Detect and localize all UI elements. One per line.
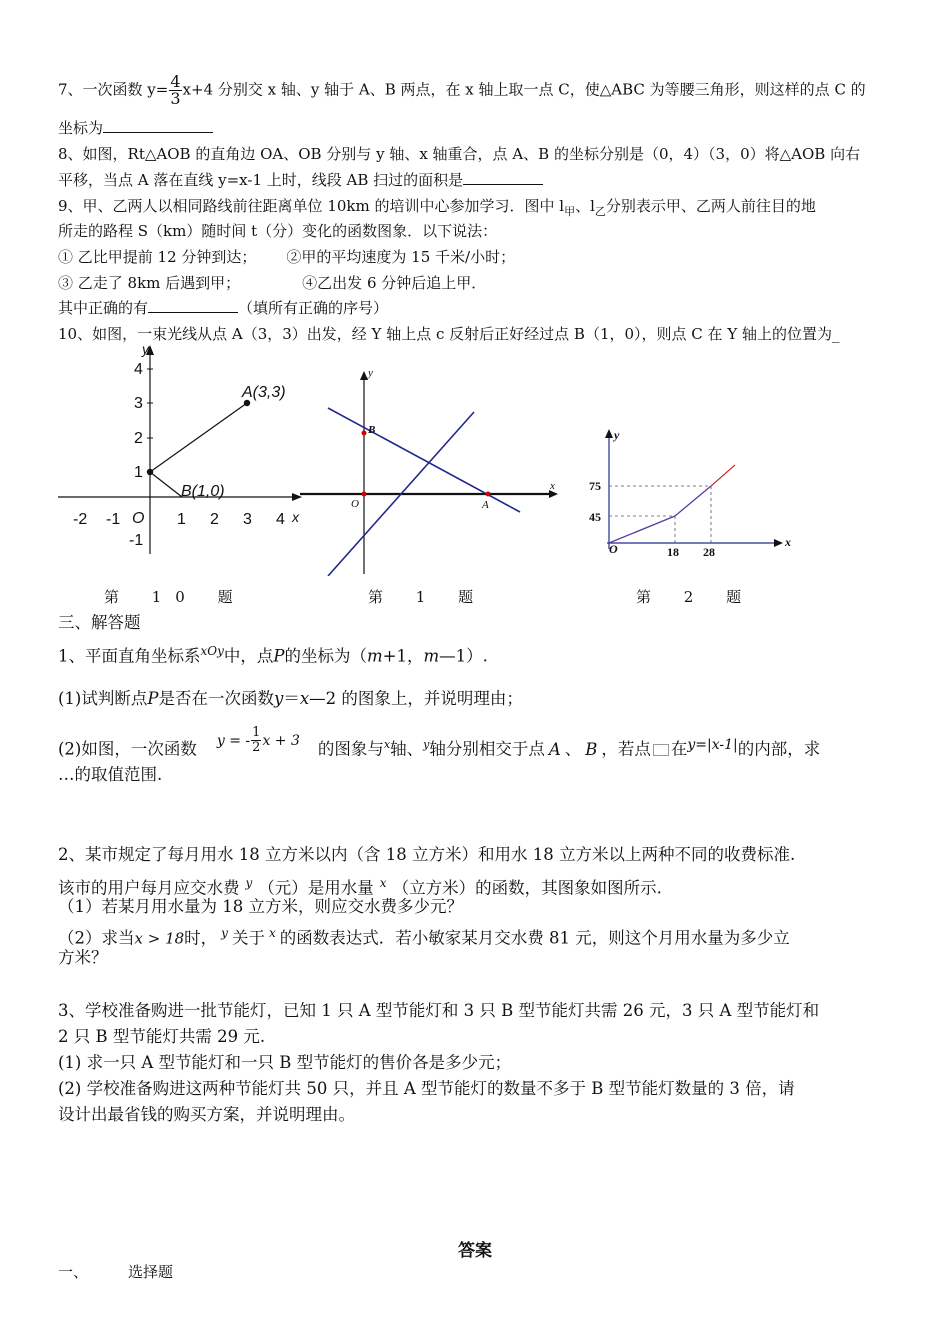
- q8-line2: [58, 170, 543, 190]
- figure-10: [58, 342, 308, 557]
- figure-1: [298, 366, 568, 576]
- p1-sub1-y: y: [273, 689, 284, 708]
- p1-a: 1、平面直角坐标系: [58, 646, 201, 666]
- p2-line2-b: （元）是用水量: [258, 878, 374, 898]
- answer-section-1: [58, 1262, 173, 1282]
- fig1-y-label: y: [368, 367, 373, 379]
- q7-answer-blank[interactable]: [103, 118, 213, 133]
- q7-line2-text: 坐标为: [58, 119, 104, 137]
- p2-q2-b: 时，: [184, 928, 218, 948]
- p2-q2-c: 关于: [231, 928, 265, 948]
- q7-frac-den: 3: [170, 89, 181, 108]
- p1-sub2-eq-rest: x + 3: [262, 732, 300, 749]
- q8-line1: [58, 144, 860, 164]
- q9-options-row2: [58, 273, 486, 293]
- p1-sub2-x: x: [383, 738, 391, 751]
- q9-line1-a: 9、甲、乙两人以相同路线前往距离单位 10km 的培训中心参加学习．图中 l: [58, 197, 565, 215]
- p2-line2-y: y: [245, 876, 253, 890]
- q9-option-3: ③ 乙走了 8km 后遇到甲；: [58, 274, 241, 292]
- figure-2: [585, 425, 800, 565]
- p1-sub2-d: 轴分别相交于点: [429, 739, 545, 759]
- p1-sub2-abs: y=|x-1|: [687, 736, 738, 753]
- p1-m2: m: [423, 646, 440, 666]
- q8-line1-text: 8、如图，Rt△AOB 的直角边 OA、OB 分别与 y 轴、x 轴重合，点 A、B 的坐标分别是（0，4）（3，0）将△AOB 向右: [58, 145, 861, 163]
- p2-line1: 2、某市规定了每月用水 18 立方米以内（含 18 立方米）和用水 18 立方米以上两种不同的收费标准.: [58, 845, 796, 864]
- p2-q2-d: 的函数表达式．若小敏家某月交水费 81 元，则这个月用水量为多少立: [279, 928, 790, 948]
- q9-sub-yi: 乙: [594, 205, 606, 218]
- answer-section-1-label: 选择题: [128, 1263, 174, 1281]
- q9-option-4: ④乙出发 6 分钟后追上甲．: [302, 274, 487, 292]
- q9-line1-c: 分别表示甲、乙两人前往目的地: [605, 197, 816, 215]
- p2-line2-a: 该市的用户每月应交水费: [58, 878, 240, 898]
- q7-line1: [58, 74, 866, 107]
- fig10-point-c: [147, 469, 153, 475]
- fig2-xtick-28: 28: [703, 545, 715, 559]
- q9-tail-a: 其中正确的有: [58, 299, 149, 317]
- p1-m1: m: [367, 646, 383, 666]
- fig1-point-o: [362, 492, 367, 497]
- fig10-xtick: 2: [210, 511, 219, 528]
- p1-sub1: [58, 688, 523, 710]
- p1-sub1-d: —2 的图象上，并说明理由；: [309, 689, 523, 708]
- fig2-segment-3: [711, 465, 735, 486]
- fig1-label-b: B: [368, 424, 376, 436]
- p1-sub1-a: (1)试判断点: [58, 689, 148, 708]
- q10-line1-text: 10、如图，一束光线从点 A（3，3）出发，经 Y 轴上点 c 反射后正好经过点 B（1，0），则点 C 在 Y 轴上的位置为_: [58, 325, 840, 343]
- answer-section-1-num: 一、: [58, 1263, 89, 1281]
- p1-d: +1，: [382, 646, 424, 666]
- p1-p: P: [273, 646, 285, 666]
- fig10-ray-cb: [150, 472, 182, 497]
- p1-sub2-line2: …的取值范围.: [58, 765, 163, 784]
- fig10-xtick: -1: [106, 511, 121, 528]
- q9-options-row1: [58, 247, 515, 267]
- p1-sub1-p: P: [147, 689, 159, 708]
- fig2-segment-2: [675, 486, 711, 516]
- fig10-xtick: 3: [243, 511, 252, 528]
- p2-q1: （1）若某月用水量为 18 立方米，则应交水费多少元？: [58, 897, 463, 916]
- p2-q2-line2: 方米？: [58, 948, 108, 967]
- fig2-xtick-18: 18: [667, 545, 679, 559]
- p1-sub2-c: 轴、: [390, 739, 424, 759]
- p1-xoy: xOy: [200, 644, 224, 658]
- p1-sub2-y: y: [423, 738, 430, 751]
- p1-sub2-B: B: [585, 739, 598, 759]
- q7-pre: 7、一次函数 y=: [58, 80, 169, 99]
- q9-option-2: ②甲的平均速度为 15 千米/小时；: [286, 248, 516, 266]
- p2-q2-cond: x > 18: [134, 929, 185, 948]
- p3-line1: 3、学校准备购进一批节能灯，已知 1 只 A 型节能灯和 3 只 B 型节能灯共需 26 元，3 只 A 型节能灯和: [58, 1001, 820, 1020]
- fig2-x-label: x: [785, 535, 791, 549]
- q9-tail: [58, 298, 388, 318]
- fig10-xtick: 1: [177, 511, 186, 528]
- p1-sub2-eq-y: y = -: [216, 732, 251, 749]
- fig2-x-arrow: [774, 539, 783, 547]
- p1-sub2-g: 在: [670, 739, 688, 759]
- fig1-line-ab: [328, 408, 520, 512]
- p1-sub2-num: 1: [252, 724, 261, 740]
- fig1-point-a: [486, 492, 491, 497]
- p1-sub1-x: x: [299, 689, 310, 708]
- section-3-heading: 三、解答题: [58, 613, 141, 632]
- p1-sub1-b: 是否在一次函数: [158, 689, 274, 708]
- q9-tail-b: （填所有正确的序号）: [238, 299, 389, 317]
- q9-line2: [58, 221, 497, 241]
- fig10-ytick: 4: [134, 361, 143, 378]
- fig10-ytick: 1: [134, 464, 143, 481]
- p2-q2-y: y: [221, 926, 228, 940]
- fig10-x-label: x: [292, 509, 299, 525]
- p1-sub2-f: ，若点: [601, 739, 651, 759]
- p3-q2: (2) 学校准备购进这两种节能灯共 50 只，并且 A 型节能灯的数量不多于 B 型节能灯数量的 3 倍，请: [58, 1079, 795, 1098]
- fig2-y-arrow: [605, 429, 613, 438]
- fig2-ytick-45: 45: [589, 510, 601, 524]
- fig10-ytick: 3: [134, 395, 143, 412]
- answer-title: 答案: [458, 1241, 492, 1261]
- p3-q2-line2: 设计出最省钱的购买方案，并说明理由。: [58, 1105, 355, 1124]
- q9-sub-jia: 甲: [564, 205, 576, 218]
- fig10-ytick: 2: [134, 430, 143, 447]
- p1-sub2-missing-glyph-icon: [653, 744, 669, 756]
- q9-option-1: ① 乙比甲提前 12 分钟到达；: [58, 248, 257, 266]
- fig1-point-b: [362, 431, 367, 436]
- fig2-y-label: y: [614, 428, 620, 442]
- p1-line1: [58, 640, 488, 668]
- q9-line2-text: 所走的路程 S（km）随时间 t（分）变化的函数图象．以下说法：: [58, 222, 498, 240]
- q9-line1-b: 、l: [575, 197, 595, 215]
- p2-line2-c: （立方米）的函数，其图象如图所示.: [392, 878, 662, 898]
- p3-q1: (1) 求一只 A 型节能灯和一只 B 型节能灯的售价各是多少元；: [58, 1053, 512, 1072]
- p1-sub2-h: 的内部，求: [737, 739, 821, 759]
- q7-post: x+4 分别交 x 轴、y 轴于 A、B 两点，在 x 轴上取一点 C，使△ABC 为等腰三角形，则这样的点 C 的: [182, 80, 866, 99]
- p2-line2-x: x: [379, 876, 387, 890]
- p1-sub2-b: 的图象与: [317, 739, 384, 759]
- fig2-origin: O: [609, 542, 618, 556]
- p1-sub2-a: (2)如图，一次函数: [58, 739, 197, 759]
- fig10-label-b: B(1,0): [181, 483, 225, 500]
- q7-frac-num: 4: [170, 72, 181, 91]
- fig10-y-label: y: [142, 342, 149, 357]
- q9-line1: [58, 196, 816, 222]
- caption-fig10: 第 10 题: [104, 588, 247, 606]
- fig1-x-label: x: [550, 480, 555, 492]
- p1-c: 的坐标为（: [284, 646, 367, 666]
- p1-sub2: [58, 724, 821, 765]
- q8-line2-text: 平移，当点 A 落在直线 y=x-1 上时，线段 AB 扫过的面积是: [58, 171, 464, 189]
- q9-answer-blank[interactable]: [148, 298, 238, 313]
- p1-sub2-A: A: [548, 739, 561, 759]
- fig10-xtick: 4: [276, 511, 285, 528]
- p1-b: 中，点: [223, 646, 274, 666]
- fig1-label-a: A: [482, 499, 489, 511]
- p1-e: —1）.: [439, 646, 488, 666]
- q8-answer-blank[interactable]: [463, 170, 543, 185]
- fig10-ytick: -1: [129, 532, 144, 549]
- fig2-ytick-75: 75: [589, 479, 601, 493]
- q7-fraction: [169, 74, 181, 107]
- q10-line1: [58, 324, 839, 344]
- p2-q2: [58, 922, 790, 950]
- p1-sub2-fraction: [251, 726, 261, 755]
- p1-sub1-c: ＝: [283, 689, 300, 708]
- fig1-origin: O: [351, 498, 359, 510]
- fig1-y-arrow: [360, 371, 368, 380]
- p1-sub2-e: 、: [564, 739, 582, 759]
- fig2-segment-1: [609, 516, 675, 543]
- p2-q2-x: x: [268, 926, 276, 940]
- p1-sub2-den: 2: [252, 739, 261, 755]
- q7-line2: [58, 118, 213, 138]
- p2-q2-a: （2）求当: [58, 928, 135, 948]
- fig10-xtick: -2: [73, 511, 88, 528]
- p3-line2: 2 只 B 型节能灯共需 29 元.: [58, 1027, 266, 1046]
- fig10-ray-ca: [150, 403, 247, 472]
- fig10-label-a: A(3,3): [242, 384, 286, 401]
- fig10-origin: O: [132, 510, 145, 527]
- caption-fig1: 第 1 题: [368, 588, 488, 606]
- caption-fig2: 第 2 题: [636, 588, 756, 606]
